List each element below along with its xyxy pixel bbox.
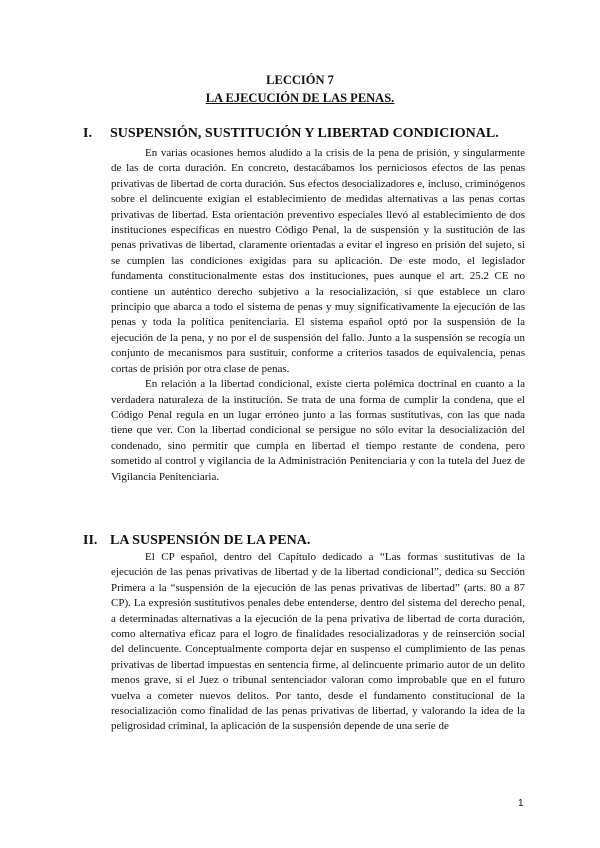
section-title-2: LA SUSPENSIÓN DE LA PENA. — [110, 533, 311, 548]
section-heading-1 — [83, 126, 499, 142]
paragraph: En varias ocasiones hemos aludido a la crisis de la pena de prisión, y singularmente de las de corta duración. En concreto, destacábamos los perniciosos efectos de las penas privativas de libertad de corta duración. Sus efectos desocializadores e, incluso, criminógenos sobre el delincuente exigían el establecimiento de medidas alternativas a las penas cortas privativas de libertad. Esta orientación preventivo especiales llevó al establecimiento de dos instituciones específicas en nuestro Código Penal, la de suspensión y la sustitución de las penas privativas de libertad, claramente orientadas a evitar el ingreso en prisión del sujeto, si se cumplen las condiciones exigidas para su aplicación. De este modo, el legislador fundamenta constitucionalmente estas dos instituciones, pues aunque el art. 25.2 CE no contiene un auténtico derecho subjetivo a la resocialización, sí que establece un claro principio que abarca a todo el sistema de penas y muy significativamente la ejecución de las penas y toda la política penitenciaria. El sistema español optó por la suspensión de la ejecución de la pena, y no por el de suspensión del fallo. Junto a la suspensión se recogía un conjunto de mecanismos para sustituir, conforme a criterios tasados de equivalencia, penas cortas de prisión por otra clase de penas. — [111, 147, 525, 375]
paragraph: En relación a la libertad condicional, existe cierta polémica doctrinal en cuanto a la verdadera naturaleza de la institución. Se trata de una forma de cumplir la condena, que el Código Penal regula en un lugar erróneo junto a las formas sustitutivas, con las que nada tiene que ver. Con la libertad condicional se persigue no sólo evitar la desocialización del condenado, sino permitir que cumpla en libertad el tiempo restante de condena, pero sometido al control y vigilancia de la Administración Penitenciaria y con la tutela del Juez de Vigilancia Penitenciaria. — [111, 378, 525, 483]
section-number-1: I. — [83, 126, 92, 141]
paragraph: El CP español, dentro del Capítulo dedicado a “Las formas sustitutivas de la ejecución de las penas privativas de libertad y de la libertad condicional”, dedica su Sección Primera a la “suspensión de la ejecución de las penas privativas de libertad” (arts. 80 a 87 CP). La expresión sustitutivos penales debe entenderse, dentro del sistema del derecho penal, a determinadas alternativas a la ejecución de la pena privativa de libertad de corta duración, como alternativa eficaz para el logro de finalidades resocializadoras y de reinserción social del delincuente. Conceptualmente comporta dejar en suspenso el cumplimiento de las penas privativas de libertad impuestas en sentencia firme, al delincuente primario autor de un delito menos grave, si el Juez o tribunal sentenciador valoran como improbable que en el futuro vuelva a cometer nuevos delitos. Por tanto, desde el fundamento constitucional de la resocialización como finalidad de las penas privativas de libertad, y valorando la idea de la peligrosidad criminal, la aplicación de la suspensión depende de una serie de — [111, 551, 525, 733]
lesson-title: LECCIÓN 7 — [266, 73, 334, 87]
section-number-2: II. — [83, 533, 98, 548]
lesson-subtitle: LA EJECUCIÓN DE LAS PENAS. — [205, 91, 395, 105]
page-number: 1 — [518, 798, 524, 809]
section-heading-2 — [83, 533, 310, 549]
section-title-1: SUSPENSIÓN, SUSTITUCIÓN Y LIBERTAD CONDICIONAL. — [110, 126, 499, 141]
section-body-2 — [111, 550, 525, 735]
section-body-1 — [111, 146, 525, 485]
